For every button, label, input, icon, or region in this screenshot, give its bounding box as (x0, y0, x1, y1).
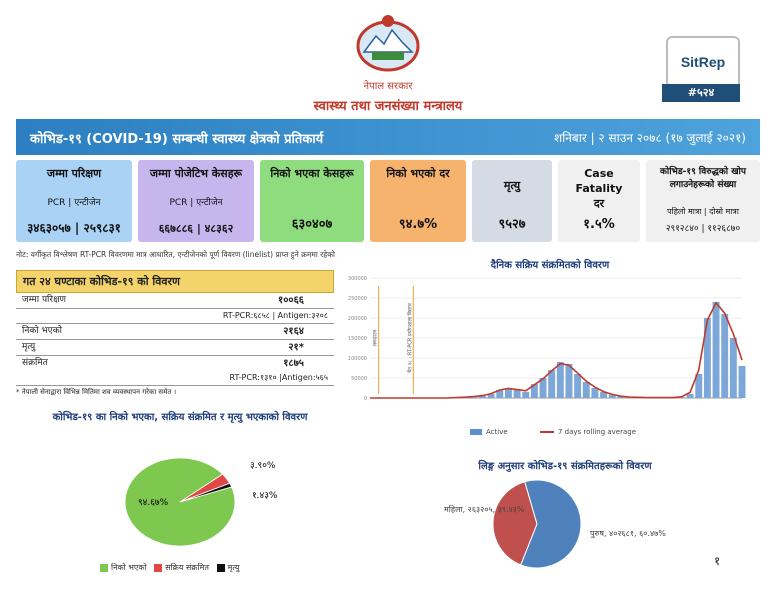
y-tick-label: 150000 (347, 336, 367, 342)
active-bar (591, 388, 598, 398)
title-banner (16, 119, 760, 155)
legend-rolling: 7 days rolling average (558, 428, 637, 436)
row-label: जम्मा परिक्षण (22, 295, 67, 305)
pie2-label-male: पुरुष, ४०२६८१, ६०.४७% (590, 529, 666, 538)
active-bar (557, 362, 564, 398)
card-value: ९५२७ (498, 217, 526, 232)
row-label: मृत्यु (22, 342, 36, 352)
card-title: कोभिड-१९ विरुद्धको खोप लगाउनेहरूको संख्या (659, 167, 747, 190)
card-value: ६६७८८६ | ४८३६२ (158, 222, 234, 235)
nepal-emblem-icon (350, 12, 426, 74)
pie1-label-active: ३.९०% (250, 461, 276, 471)
row-value: १००६६ (278, 295, 304, 306)
pie1-label-recovered: ९४.६७% (138, 498, 169, 508)
active-bar (548, 370, 555, 398)
active-bar (713, 302, 720, 398)
legend-swatch-active (470, 429, 482, 435)
card-vaccination (646, 160, 760, 242)
last24-table (16, 270, 334, 397)
card-title: मृत्यु (503, 179, 521, 192)
card-sub-labels: PCR | एन्टीजेन (47, 198, 101, 208)
sitrep-logo: SitRep (666, 36, 740, 88)
outcome-pie-chart (110, 448, 310, 558)
table-row (16, 356, 334, 371)
row-detail: RT-PCR:१३१० |Antigen:५६५ (229, 373, 328, 382)
card-value: ३४६३०५७ | २५९८३१ (27, 221, 121, 235)
active-bar (522, 392, 529, 398)
card-title: जम्मा पोजेटिभ केसहरू (149, 167, 243, 180)
pie1-title: कोभिड-१९ का निको भएका, सक्रिय संक्रमित र मृत्यु भएकाको विवरण (52, 412, 308, 423)
card-title: निको भएको दर (386, 167, 450, 180)
table-row (16, 293, 334, 309)
legend-swatch (100, 564, 108, 572)
legend-item: मृत्यु (227, 563, 240, 572)
y-tick-label: 100000 (347, 356, 367, 362)
y-tick-label: 200000 (347, 316, 367, 322)
daily-chart-title: दैनिक सक्रिय संक्रमितको विवरण (490, 260, 610, 271)
table-row-detail (16, 371, 334, 386)
daily-active-chart (340, 272, 750, 448)
card-sub-labels: पहिलो मात्रा | दोस्रो मात्रा (667, 207, 739, 216)
legend-item: निको भएको (111, 563, 147, 572)
table-row (16, 340, 334, 356)
active-bar (574, 374, 581, 398)
card-deaths (472, 160, 552, 242)
table-footnote: * नेपाली सेनाद्वारा विभिन्न मितिमा शव व्यवस्थापन गरेका समेत । (16, 388, 177, 396)
table-row (16, 323, 334, 340)
table-row-detail (16, 309, 334, 323)
active-bar (721, 314, 728, 398)
card-recovered (260, 160, 364, 242)
card-total-tests (16, 160, 132, 242)
row-label: निको भएको (22, 326, 62, 336)
pie2-label-female: महिला, २६३२०५, ३९.४३% (444, 505, 525, 514)
card-case-fatality (558, 160, 640, 242)
row-value: २१६४ (283, 326, 304, 337)
page-number: १ (714, 554, 721, 568)
y-tick-label: 250000 (347, 296, 367, 302)
card-value: २९१२८४० | ११२६८७० (665, 224, 741, 234)
row-label: संक्रमित (22, 358, 48, 368)
active-bar (566, 364, 573, 398)
legend-item: सक्रिय संक्रमित (165, 563, 209, 572)
rolling-average-line (370, 303, 742, 398)
pie2-title: लिङ्ग अनुसार कोभिड-१९ संक्रमितहरूको विवरण (478, 461, 652, 472)
sitrep-number: #५२४ (662, 84, 740, 102)
card-value: ९४.७% (398, 217, 438, 232)
row-detail: RT-PCR:६८५८ | Antigen:३२०८ (222, 311, 328, 320)
active-bar (730, 338, 737, 398)
note-text: नोट: वर्गीकृत विश्लेषण RT-PCR विवरणमा मात्र आधारित, एन्टीजेनको पूर्ण विवरण (linelist) प्राप्त हुने क्रममा रहेको (16, 250, 335, 259)
y-tick-label: 0 (363, 396, 367, 402)
row-value: २१* (288, 342, 304, 353)
card-value: ६३०४०७ (291, 217, 333, 232)
last24-heading: गत २४ घण्टाका कोभिड-१९ को विवरण (16, 270, 334, 293)
legend-swatch (217, 564, 225, 572)
card-sub-labels: PCR | एन्टीजेन (169, 198, 223, 208)
y-tick-label: 300000 (347, 276, 367, 282)
banner-title: कोभिड-१९ (COVID-19) सम्बन्धी स्वास्थ्य क्षेत्रको प्रतिकार्य (30, 132, 324, 147)
card-title: Case Fatality दर (575, 167, 623, 210)
card-total-positive (138, 160, 254, 242)
annotation-label: लकडाउन (372, 329, 379, 347)
pie1-label-deaths: १.४३% (252, 491, 278, 501)
ministry-title: स्वास्थ्य तथा जनसंख्या मन्त्रालय (313, 99, 463, 114)
card-value: १.५% (583, 217, 615, 232)
card-recovery-rate (370, 160, 466, 242)
active-bar (583, 382, 590, 398)
row-value: १८७५ (283, 358, 304, 369)
card-title: जम्मा परिक्षण (46, 167, 102, 180)
y-tick-label: 50000 (351, 376, 367, 382)
active-bar (514, 390, 521, 398)
active-bar (739, 366, 746, 398)
active-bar (687, 394, 694, 398)
annotation-label: चैत १८ : RT-PCR प्रयोगशाला विस्तार (407, 303, 414, 373)
banner-date: शनिबार | २ साउन २०७८ (१७ जुलाई २०२१) (553, 131, 746, 145)
gender-pie-chart (430, 474, 710, 574)
legend-active: Active (486, 428, 508, 436)
pie1-legend (100, 562, 239, 573)
legend-swatch (154, 564, 162, 572)
card-title: निको भएका केसहरू (270, 167, 354, 180)
government-label: नेपाल सरकार (363, 81, 413, 92)
